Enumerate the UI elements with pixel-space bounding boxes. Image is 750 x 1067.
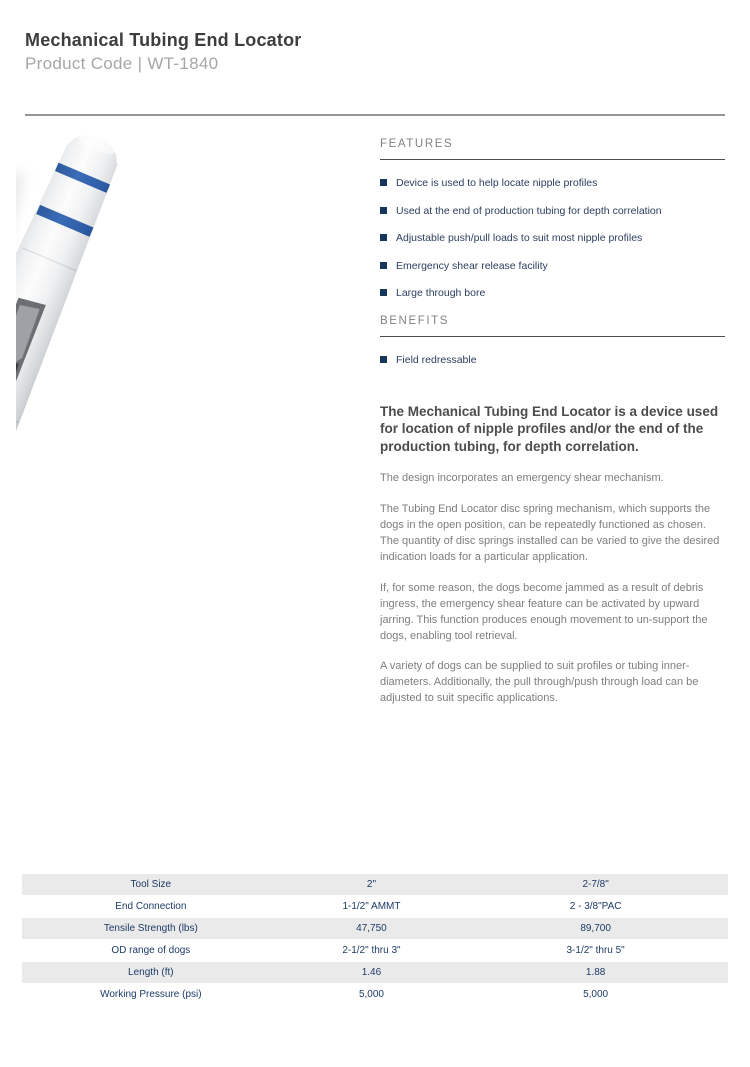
intro-paragraph: The Mechanical Tubing End Locator is a device used for location of nipple profiles and/or the end of the production tubing, for depth correlation.	[380, 403, 719, 455]
table-row	[22, 984, 728, 1005]
feature-text: Adjustable push/pull loads to suit most nipple profiles	[396, 232, 643, 245]
row-value-1: 1.46	[361, 967, 382, 978]
feature-item	[380, 232, 725, 245]
table-row	[22, 962, 728, 983]
square-bullet-icon	[380, 289, 387, 296]
row-label: Working Pressure (psi)	[100, 989, 202, 1000]
benefit-item	[380, 354, 725, 367]
row-value-2: 1.88	[585, 967, 606, 978]
row-value-2: 2 - 3/8"PAC	[569, 901, 622, 912]
features-list	[380, 177, 725, 300]
tool-illustration	[16, 118, 376, 738]
feature-item	[380, 260, 725, 273]
feature-text: Used at the end of production tubing for depth correlation	[396, 204, 662, 217]
features-rule	[380, 159, 725, 160]
product-photo	[16, 118, 376, 738]
header	[25, 30, 725, 74]
body-paragraph: The Tubing End Locator disc spring mechanism, which supports the dogs in the open position, can be repeatedly functioned as chosen. The quantity of disc springs installed can be varied to give the desired indication loads for a particular application.	[380, 502, 720, 563]
row-label: Tensile Strength (lbs)	[103, 923, 198, 934]
benefits-heading: BENEFITS	[380, 314, 450, 327]
benefit-text: Field redressable	[396, 353, 477, 366]
feature-text: Large through bore	[396, 287, 486, 300]
row-value-1: 5,000	[358, 989, 384, 1000]
row-value-1: 2-1/2" thru 3"	[342, 945, 401, 956]
square-bullet-icon	[380, 234, 387, 241]
body-paragraph: If, for some reason, the dogs become jammed as a result of debris ingress, the emergency shear feature can be activated by upward jarring. This function produces enough movement to un-support the dogs, enabling tool retrieval.	[380, 581, 708, 642]
row-value-2: 2-7/8"	[582, 879, 609, 890]
benefits-section	[380, 315, 725, 367]
row-value-1: 2"	[366, 879, 377, 890]
product-code: Product Code | WT-1840	[25, 54, 219, 73]
table-row	[22, 940, 728, 961]
table-row	[22, 896, 728, 917]
row-label: OD range of dogs	[111, 945, 191, 956]
body-paragraph: A variety of dogs can be supplied to suit profiles or tubing inner-diameters. Additionally, the pull through/push through load can be adjusted to suit specific applications.	[380, 660, 699, 705]
square-bullet-icon	[380, 262, 387, 269]
row-value-2: 5,000	[583, 989, 609, 1000]
header-divider	[25, 114, 725, 116]
spec-table	[22, 874, 728, 1006]
row-value-1: 1-1/2" AMMT	[342, 901, 401, 912]
page-title: Mechanical Tubing End Locator	[25, 30, 302, 50]
square-bullet-icon	[380, 356, 387, 363]
row-label: Length (ft)	[128, 967, 174, 978]
table-row	[22, 918, 728, 939]
feature-text: Emergency shear release facility	[396, 259, 548, 272]
feature-item	[380, 177, 725, 190]
benefits-rule	[380, 336, 725, 337]
content-column	[380, 138, 725, 707]
row-value-2: 89,700	[580, 923, 611, 934]
row-value-1: 47,750	[356, 923, 387, 934]
table-row	[22, 874, 728, 895]
features-heading: FEATURES	[380, 138, 454, 150]
feature-item	[380, 287, 725, 300]
benefits-list	[380, 354, 725, 367]
feature-item	[380, 205, 725, 218]
row-value-2: 3-1/2" thru 5"	[566, 945, 625, 956]
row-label: Tool Size	[130, 879, 172, 890]
square-bullet-icon	[380, 207, 387, 214]
feature-text: Device is used to help locate nipple profiles	[396, 177, 598, 189]
body-paragraph: The design incorporates an emergency shear mechanism.	[380, 472, 664, 484]
square-bullet-icon	[380, 179, 387, 186]
row-label: End Connection	[115, 901, 187, 912]
